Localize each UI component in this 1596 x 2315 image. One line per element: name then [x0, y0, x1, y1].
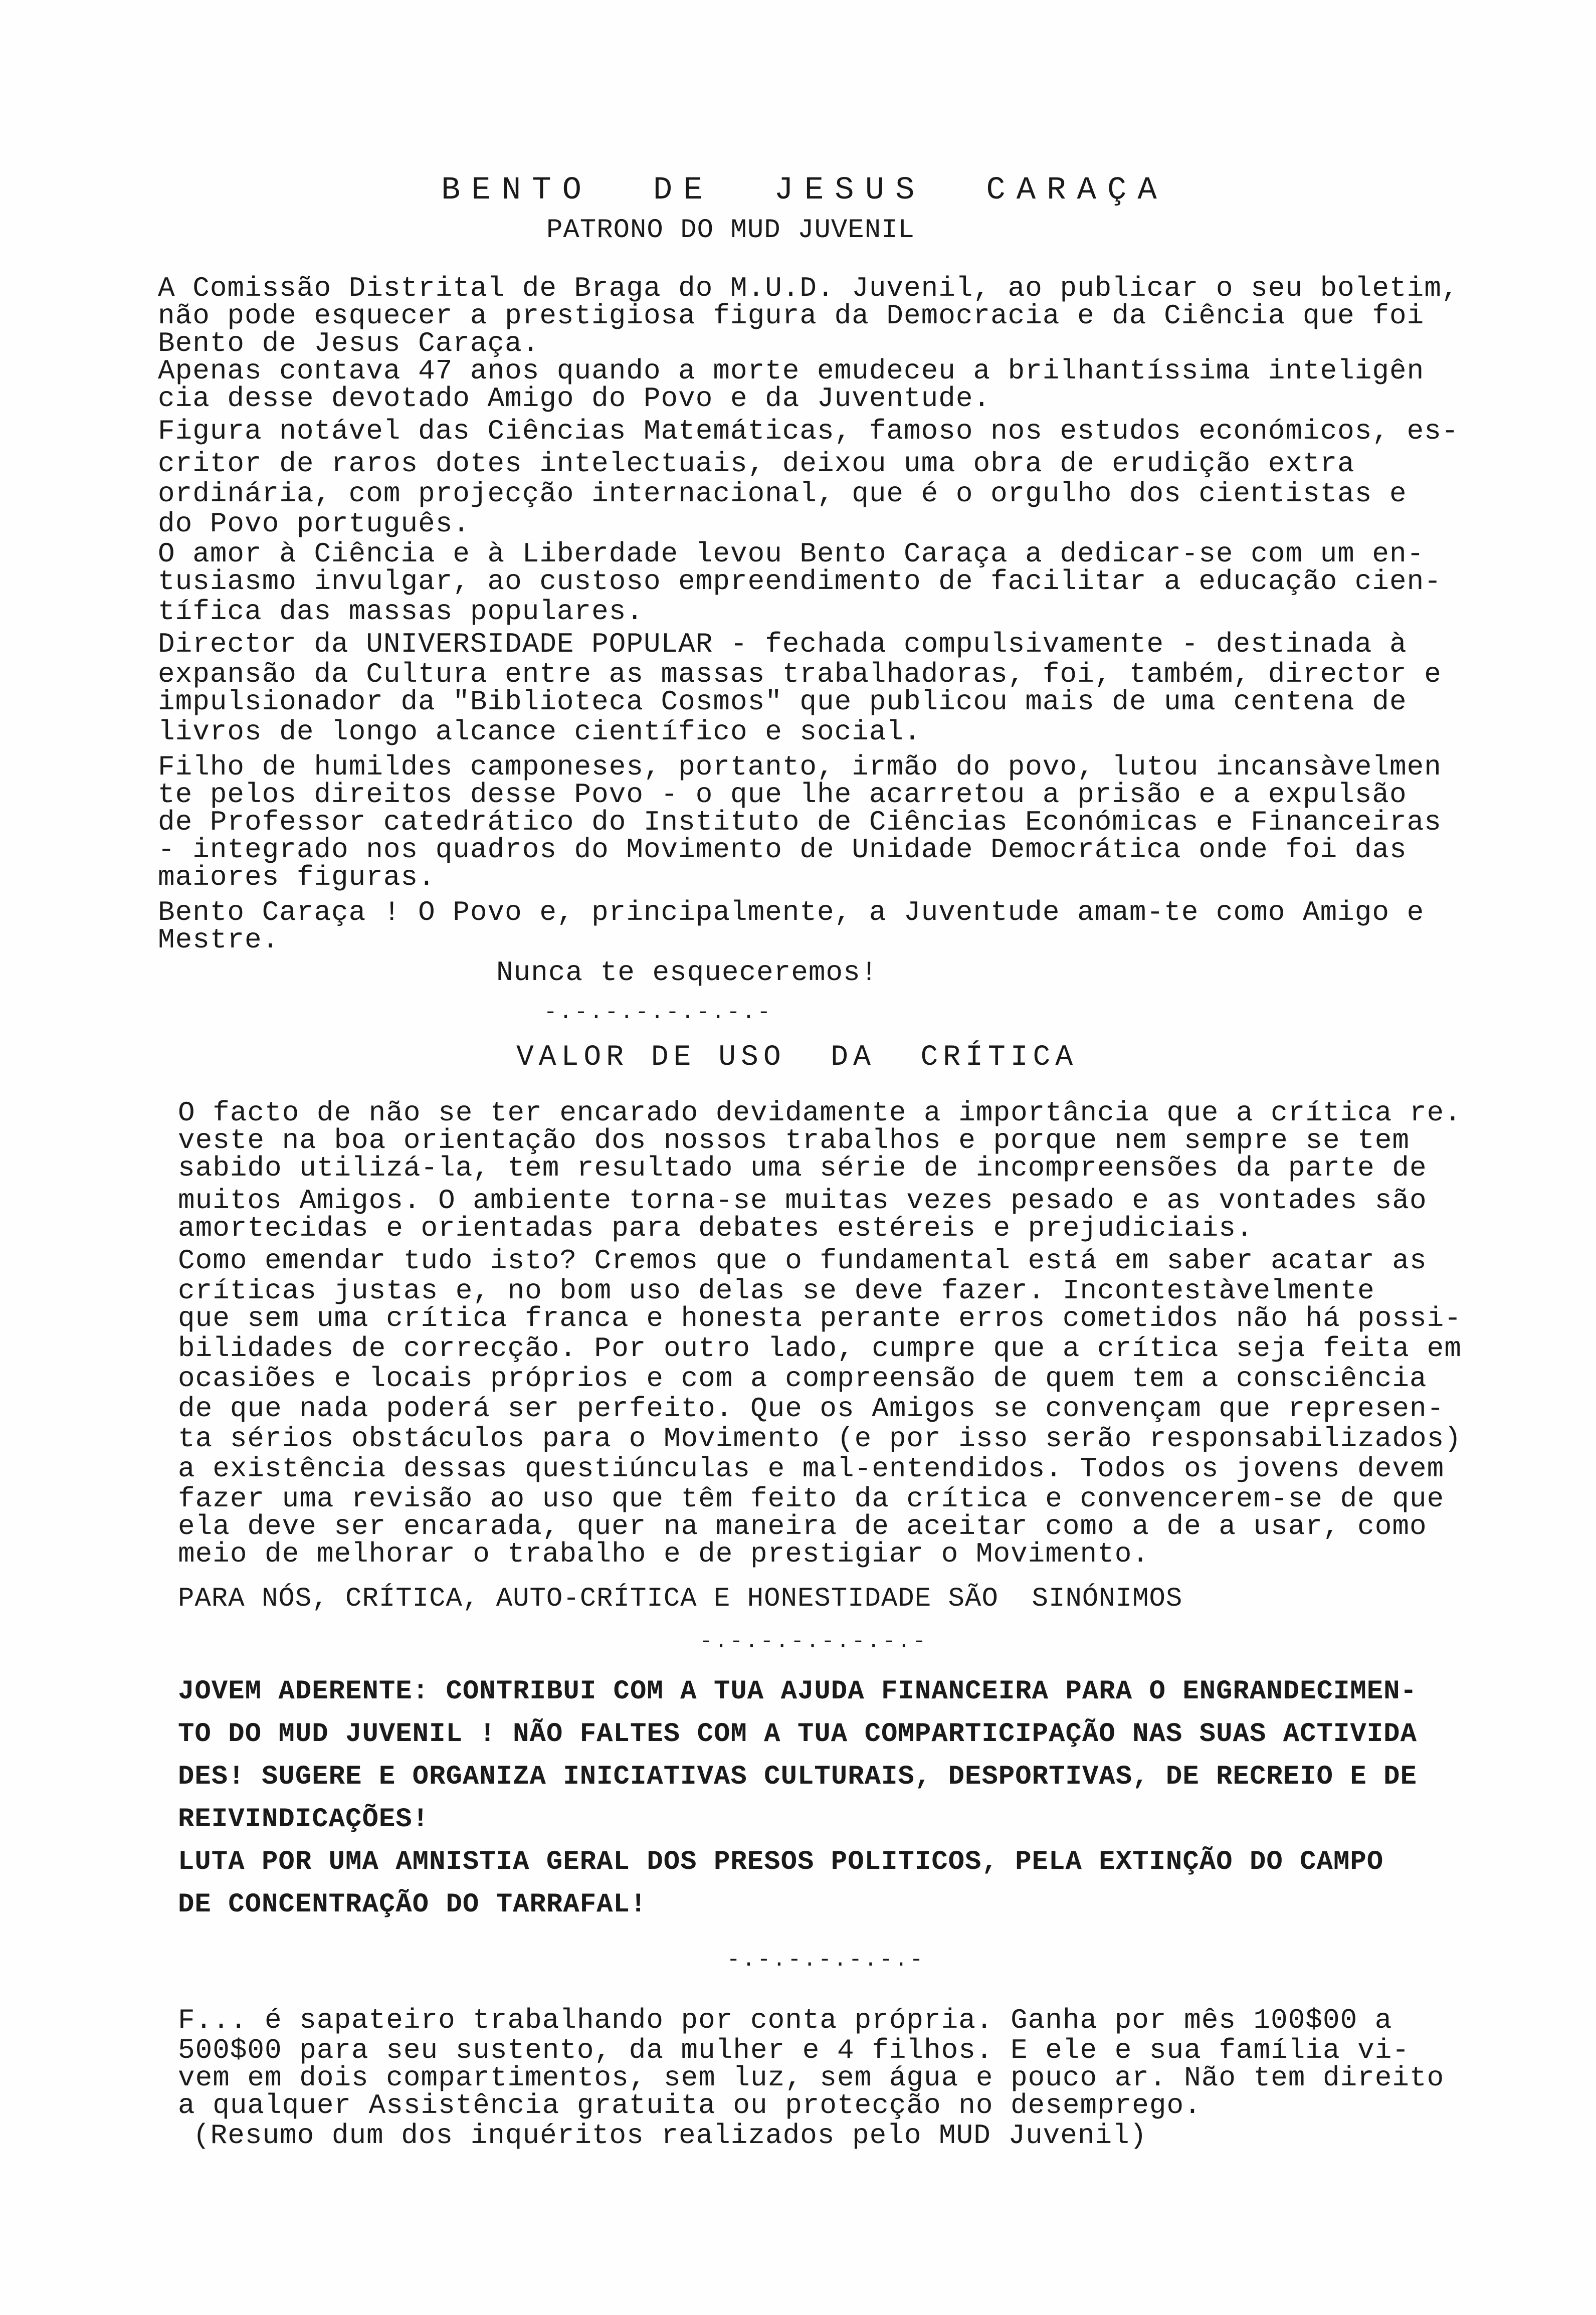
critique-motto: PARA NÓS, CRÍTICA, AUTO-CRÍTICA E HONESTIDADE SÃO SINÓNIMOS — [178, 1584, 1183, 1614]
critique-line: fazer uma revisão ao uso que têm feito da crítica e convencerem-se de que — [178, 1483, 1445, 1515]
tribute-line: O amor à Ciência e à Liberdade levou Bento Caraça a dedicar-se com um en- — [158, 538, 1425, 570]
critique-title: VALOR DE USO DA CRÍTICA — [516, 1041, 1078, 1074]
tribute-line: cia desse devotado Amigo do Povo e da Juventude. — [158, 382, 991, 415]
critique-line: amortecidas e orientadas para debates estéreis e prejudiciais. — [178, 1212, 1254, 1244]
tribute-line: Figura notável das Ciências Matemáticas, famoso nos estudos económicos, es- — [158, 415, 1459, 447]
critique-line: críticas justas e, no bom uso delas se deve fazer. Incontestàvelmente — [178, 1275, 1375, 1307]
inquiry-line: 500$00 para seu sustento, da mulher e 4 filhos. E ele e sua família vi- — [178, 2034, 1410, 2066]
critique-line: Como emendar tudo isto? Cremos que o fundamental está em saber acatar as — [178, 1245, 1427, 1277]
tribute-line: te pelos direitos desse Povo - o que lhe acarretou a prisão e a expulsão — [158, 779, 1407, 811]
critique-line: muitos Amigos. O ambiente torna-se muitas vezes pesado e as vontades são — [178, 1185, 1427, 1217]
tribute-line: ordinária, com projecção internacional, que é o orgulho dos cientistas e — [158, 478, 1407, 510]
tribute-line: Filho de humildes camponeses, portanto, irmão do povo, lutou incansàvelmen — [158, 751, 1442, 783]
critique-line: veste na boa orientação dos nossos trabalhos e porque nem sempre se tem — [178, 1124, 1410, 1156]
appeal-line: JOVEM ADERENTE: CONTRIBUI COM A TUA AJUDA FINANCEIRA PARA O ENGRANDECIMEN- — [178, 1676, 1417, 1707]
separator: -.-.-.-.-.-.- — [727, 1948, 925, 1973]
critique-line: ocasiões e locais próprios e com a compreensão de quem tem a consciência — [178, 1363, 1427, 1395]
tribute-closing: Nunca te esqueceremos! — [496, 956, 878, 989]
tribute-line: não pode esquecer a prestigiosa figura da Democracia e da Ciência que foi — [158, 300, 1425, 332]
inquiry-line: F... é sapateiro trabalhando por conta própria. Ganha por mês 100$00 a — [178, 2004, 1392, 2036]
critique-line: O facto de não se ter encarado devidamente a importância que a crítica re. — [178, 1097, 1462, 1129]
appeal-line: TO DO MUD JUVENIL ! NÃO FALTES COM A TUA COMPARTICIPAÇÃO NAS SUAS ACTIVIDA — [178, 1719, 1417, 1750]
appeal-line: DES! SUGERE E ORGANIZA INICIATIVAS CULTURAIS, DESPORTIVAS, DE RECREIO E DE — [178, 1762, 1417, 1792]
appeal-line: REIVINDICAÇÕES! — [178, 1804, 430, 1835]
tribute-line: maiores figuras. — [158, 861, 436, 893]
separator: -.-.-.-.-.-.-.- — [699, 1629, 928, 1654]
tribute-line: tífica das massas populares. — [158, 596, 644, 628]
tribute-line: - integrado nos quadros do Movimento de Unidade Democrática onde foi das — [158, 834, 1407, 866]
inquiry-line: a qualquer Assistência gratuita ou protecção no desemprego. — [178, 2089, 1202, 2121]
tribute-line: impulsionador da "Biblioteca Cosmos" que publicou mais de uma centena de — [158, 686, 1407, 718]
appeal-line: LUTA POR UMA AMNISTIA GERAL DOS PRESOS POLITICOS, PELA EXTINÇÃO DO CAMPO — [178, 1847, 1384, 1877]
critique-line: bilidades de correcção. Por outro lado, cumpre que a crítica seja feita em — [178, 1332, 1462, 1365]
tribute-line: Mestre. — [158, 924, 280, 956]
tribute-line: expansão da Cultura entre as massas trabalhadoras, foi, também, director e — [158, 658, 1442, 690]
tribute-line: de Professor catedrático do Instituto de Ciências Económicas e Financeiras — [158, 806, 1442, 838]
tribute-line: Bento Caraça ! O Povo e, principalmente, a Juventude amam-te como Amigo e — [158, 896, 1425, 928]
tribute-line: A Comissão Distrital de Braga do M.U.D. Juvenil, ao publicar o seu boletim, — [158, 272, 1459, 304]
document-subtitle: PATRONO DO MUD JUVENIL — [546, 215, 915, 246]
tribute-line: do Povo português. — [158, 508, 470, 540]
inquiry-line: vem em dois compartimentos, sem luz, sem água e pouco ar. Não tem direito — [178, 2062, 1445, 2094]
tribute-line: critor de raros dotes intelectuais, deixou uma obra de erudição extra — [158, 448, 1355, 480]
tribute-line: Director da UNIVERSIDADE POPULAR - fechada compulsivamente - destinada à — [158, 628, 1407, 660]
critique-line: que sem uma crítica franca e honesta perante erros cometidos não há possi- — [178, 1302, 1462, 1334]
separator: -.-.-.-.-.-.-.- — [544, 1000, 773, 1025]
critique-line: de que nada poderá ser perfeito. Que os Amigos se convençam que represen- — [178, 1393, 1445, 1425]
tribute-line: livros de longo alcance científico e social. — [158, 716, 921, 748]
critique-line: ta sérios obstáculos para o Movimento (e por isso serão responsabilizados) — [178, 1423, 1462, 1455]
critique-line: a existência dessas questiúnculas e mal-entendidos. Todos os jovens devem — [178, 1453, 1445, 1485]
critique-line: sabido utilizá-la, tem resultado uma série de incompreensões da parte de — [178, 1152, 1427, 1184]
tribute-line: Apenas contava 47 anos quando a morte emudeceu a brilhantíssima inteligên — [158, 355, 1425, 387]
inquiry-source: (Resumo dum dos inquéritos realizados pelo MUD Juvenil) — [193, 2119, 1147, 2152]
appeal-line: DE CONCENTRAÇÃO DO TARRAFAL! — [178, 1889, 647, 1920]
critique-line: ela deve ser encarada, quer na maneira de aceitar como a de a usar, como — [178, 1510, 1427, 1542]
tribute-line: tusiasmo invulgar, ao custoso empreendimento de facilitar a educação cien- — [158, 565, 1442, 598]
critique-line: meio de melhorar o trabalho e de prestigiar o Movimento. — [178, 1538, 1149, 1570]
document-title: BENTO DE JESUS CARAÇA — [441, 172, 1168, 209]
tribute-line: Bento de Jesus Caraça. — [158, 327, 540, 359]
